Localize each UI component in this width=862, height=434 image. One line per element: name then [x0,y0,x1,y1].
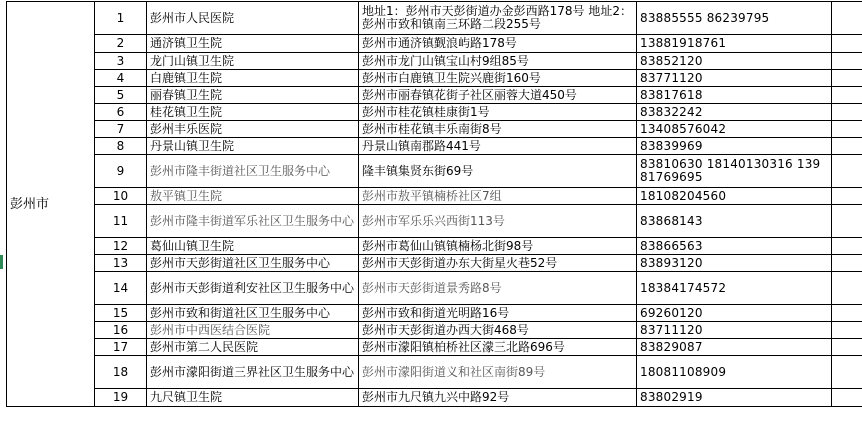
table-row [7,53,862,70]
phone-cell[interactable]: 83810630 18140130316 13981769695 [637,155,832,188]
table-row [7,2,862,35]
empty-cell[interactable] [832,35,862,53]
table-row [7,70,862,87]
phone-cell[interactable]: 69260120 [637,305,832,322]
institution-name-cell[interactable]: 敖平镇卫生院 [147,188,359,205]
empty-cell[interactable] [832,322,862,339]
table-row [7,155,862,188]
empty-cell[interactable] [832,70,862,87]
phone-cell[interactable]: 83771120 [637,70,832,87]
row-number-cell[interactable]: 10 [95,188,147,205]
phone-cell[interactable]: 83868143 [637,205,832,238]
institution-name-cell[interactable]: 彭州市濛阳街道三界社区卫生服务中心 [147,356,359,389]
phone-cell[interactable]: 13408576042 [637,121,832,138]
table-row [7,305,862,322]
empty-cell[interactable] [832,205,862,238]
empty-cell[interactable] [832,272,862,305]
phone-cell[interactable]: 18108204560 [637,188,832,205]
institution-name-cell[interactable]: 丹景山镇卫生院 [147,138,359,155]
institution-name-cell[interactable]: 彭州市人民医院 [147,2,359,35]
row-number-cell[interactable]: 19 [95,389,147,407]
institution-name-cell[interactable]: 彭州市天彭街道社区卫生服务中心 [147,255,359,272]
address-cell[interactable]: 彭州市濛阳镇柏桥社区濛三北路696号 [359,339,637,356]
table-body [7,2,862,407]
row-number-cell[interactable]: 13 [95,255,147,272]
hospital-table [6,1,862,407]
institution-name-cell[interactable]: 彭州丰乐医院 [147,121,359,138]
empty-cell[interactable] [832,104,862,121]
table-row [7,205,862,238]
table-row [7,188,862,205]
address-cell[interactable]: 彭州市桂花镇丰乐南街8号 [359,121,637,138]
empty-cell[interactable] [832,188,862,205]
row-number-cell[interactable]: 2 [95,35,147,53]
phone-cell[interactable]: 83866563 [637,238,832,255]
empty-cell[interactable] [832,2,862,35]
address-cell[interactable]: 彭州市致和街道光明路16号 [359,305,637,322]
institution-name-cell[interactable]: 彭州市第二人民医院 [147,339,359,356]
empty-cell[interactable] [832,238,862,255]
address-cell[interactable]: 彭州市军乐乐兴西街113号 [359,205,637,238]
row-number-cell[interactable]: 15 [95,305,147,322]
phone-cell[interactable]: 83893120 [637,255,832,272]
row-number-cell[interactable]: 12 [95,238,147,255]
institution-name-cell[interactable]: 彭州市中西医结合医院 [147,322,359,339]
empty-cell[interactable] [832,53,862,70]
row-number-cell[interactable]: 4 [95,70,147,87]
phone-cell[interactable]: 83829087 [637,339,832,356]
table-row [7,272,862,305]
row-number-cell[interactable]: 5 [95,87,147,104]
table-row [7,121,862,138]
table-row [7,322,862,339]
institution-name-cell[interactable]: 彭州市隆丰街道社区卫生服务中心 [147,155,359,188]
row-number-cell[interactable]: 14 [95,272,147,305]
phone-cell[interactable]: 83817618 [637,87,832,104]
table-row [7,389,862,407]
phone-cell[interactable]: 83885555 86239795 [637,2,832,35]
row-number-cell[interactable]: 18 [95,356,147,389]
address-cell[interactable]: 彭州市丽春镇花街子社区丽蓉大道450号 [359,87,637,104]
institution-name-cell[interactable]: 丽春镇卫生院 [147,87,359,104]
institution-name-cell[interactable]: 彭州市隆丰街道军乐社区卫生服务中心 [147,205,359,238]
institution-name-cell[interactable]: 九尺镇卫生院 [147,389,359,407]
empty-cell[interactable] [832,339,862,356]
row-number-cell[interactable]: 3 [95,53,147,70]
phone-cell[interactable]: 83832242 [637,104,832,121]
empty-cell[interactable] [832,255,862,272]
row-number-cell[interactable]: 9 [95,155,147,188]
institution-name-cell[interactable]: 彭州市致和街道社区卫生服务中心 [147,305,359,322]
address-cell[interactable]: 彭州市葛仙山镇镇楠杨北街98号 [359,238,637,255]
row-number-cell[interactable]: 7 [95,121,147,138]
row-number-cell[interactable]: 6 [95,104,147,121]
institution-name-cell[interactable]: 通济镇卫生院 [147,35,359,53]
empty-cell[interactable] [832,155,862,188]
address-cell[interactable]: 彭州市通济镇觐浪屿路178号 [359,35,637,53]
empty-cell[interactable] [832,389,862,407]
row-selection-marker [0,255,3,269]
address-cell[interactable]: 隆丰镇集贤东街69号 [359,155,637,188]
institution-name-cell[interactable]: 桂花镇卫生院 [147,104,359,121]
address-cell[interactable]: 彭州市龙门山镇宝山村9组85号 [359,53,637,70]
phone-cell[interactable]: 83802919 [637,389,832,407]
phone-cell[interactable]: 83711120 [637,322,832,339]
phone-cell[interactable]: 18384174572 [637,272,832,305]
table-row [7,35,862,53]
empty-cell[interactable] [832,121,862,138]
table-row [7,356,862,389]
empty-cell[interactable] [832,356,862,389]
address-cell[interactable]: 彭州市白鹿镇卫生院兴鹿街160号 [359,70,637,87]
table-row [7,87,862,104]
table-row [7,255,862,272]
row-number-cell[interactable]: 17 [95,339,147,356]
address-cell[interactable]: 彭州市天彭街道办西大街468号 [359,322,637,339]
address-cell[interactable]: 彭州市濛阳街道义和社区南街89号 [359,356,637,389]
phone-cell[interactable]: 18081108909 [637,356,832,389]
row-number-cell[interactable]: 1 [95,2,147,35]
row-number-cell[interactable]: 8 [95,138,147,155]
address-cell[interactable]: 彭州市天彭街道景秀路8号 [359,272,637,305]
empty-cell[interactable] [832,87,862,104]
institution-name-cell[interactable]: 龙门山镇卫生院 [147,53,359,70]
institution-name-cell[interactable]: 白鹿镇卫生院 [147,70,359,87]
institution-name-cell[interactable]: 葛仙山镇卫生院 [147,238,359,255]
address-cell[interactable]: 彭州市桂花镇桂康街1号 [359,104,637,121]
empty-cell[interactable] [832,305,862,322]
phone-cell[interactable]: 13881918761 [637,35,832,53]
table-row [7,104,862,121]
address-cell[interactable]: 彭州市九尺镇九兴中路92号 [359,389,637,407]
district-cell[interactable]: 彭州市 [7,2,95,407]
institution-name-cell[interactable]: 彭州市天彭街道利安社区卫生服务中心 [147,272,359,305]
table-row [7,238,862,255]
phone-cell[interactable]: 83852120 [637,53,832,70]
address-cell[interactable]: 彭州市天彭街道办东大街星火巷52号 [359,255,637,272]
phone-cell[interactable]: 83839969 [637,138,832,155]
address-cell[interactable]: 丹景山镇南郡路441号 [359,138,637,155]
table-row [7,339,862,356]
table-row [7,138,862,155]
address-cell[interactable]: 彭州市敖平镇楠桥社区7组 [359,188,637,205]
empty-cell[interactable] [832,138,862,155]
row-number-cell[interactable]: 11 [95,205,147,238]
address-cell[interactable]: 地址1：彭州市天彭街道办金彭西路178号 地址2：彭州市致和镇南三环路二段255号 [359,2,637,35]
row-number-cell[interactable]: 16 [95,322,147,339]
